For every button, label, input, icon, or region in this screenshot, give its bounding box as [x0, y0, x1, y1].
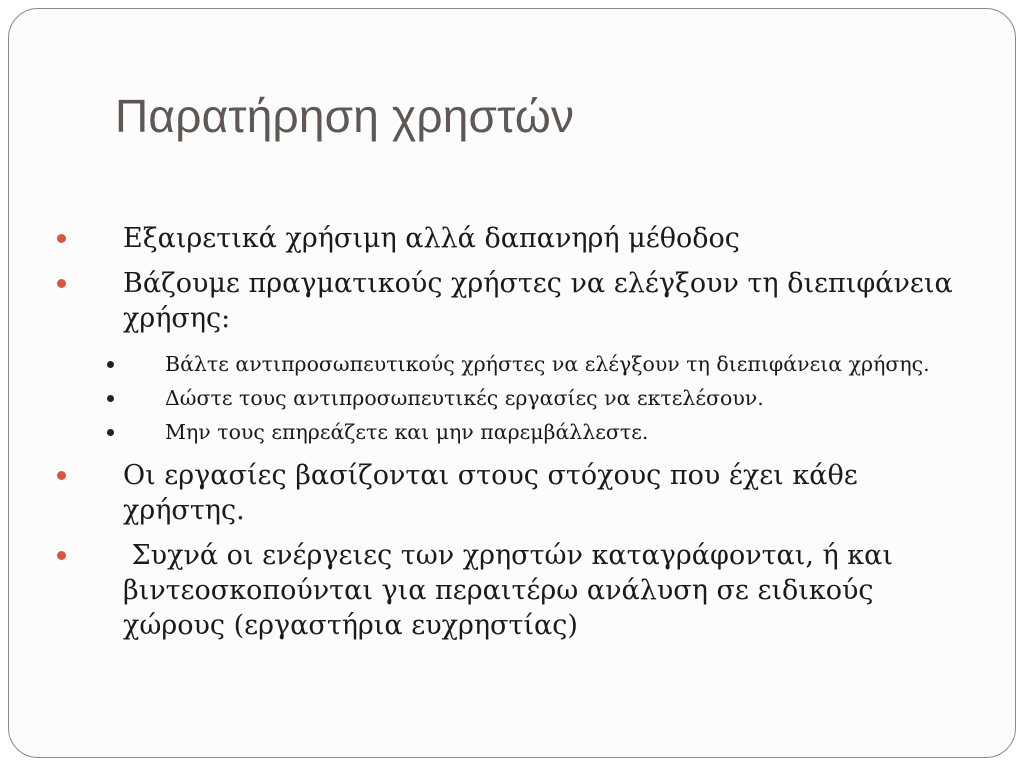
bullet-dot-icon: [57, 234, 66, 243]
sub-bullet-dot-icon: [107, 395, 114, 402]
sub-bullet-dot-icon: [107, 429, 114, 436]
bullet-item: [9, 266, 1009, 336]
bullet-dot-icon: [57, 471, 66, 480]
bullet-item: [9, 538, 1009, 643]
bullet-text: Συχνά οι ενέργειες των χρηστών καταγράφονται, ή και βιντεοσκοπούνται για περαιτέρω ανάλυση σε ειδικούς χώρους (εργαστήρια ευχρηστίας): [123, 540, 902, 641]
bullet-text: Εξαιρετικά χρήσιμη αλλά δαπανηρή μέθοδος: [123, 223, 740, 254]
bullet-dot-icon: [57, 551, 66, 560]
sub-bullet-text: Βάλτε αντιπροσωπευτικούς χρήστες να ελέγξουν τη διεπιφάνεια χρήσης.: [165, 352, 930, 376]
sub-bullet-text: Μην τους επηρεάζετε και μην παρεμβάλλεστε.: [165, 420, 649, 444]
bullet-text: Βάζουμε πραγματικούς χρήστες να ελέγξουν τη διεπιφάνεια χρήσης:: [123, 268, 953, 334]
sub-bullet-dot-icon: [107, 361, 114, 368]
sub-bullet-item: [9, 350, 1009, 379]
sub-bullet-text: Δώστε τους αντιπροσωπευτικές εργασίες να εκτελέσουν.: [165, 386, 764, 410]
bullet-text: Οι εργασίες βασίζονται στους στόχους που έχει κάθε χρήστης.: [123, 460, 858, 526]
bullet-item: [9, 221, 1009, 256]
sub-bullet-item: [9, 418, 1009, 447]
slide-title: Παρατήρηση χρηστών: [115, 90, 575, 142]
bullet-item: [9, 458, 1009, 528]
sub-bullet-item: [9, 384, 1009, 413]
slide: [8, 8, 1016, 758]
bullet-dot-icon: [57, 279, 66, 288]
slide-content: [9, 221, 1009, 653]
